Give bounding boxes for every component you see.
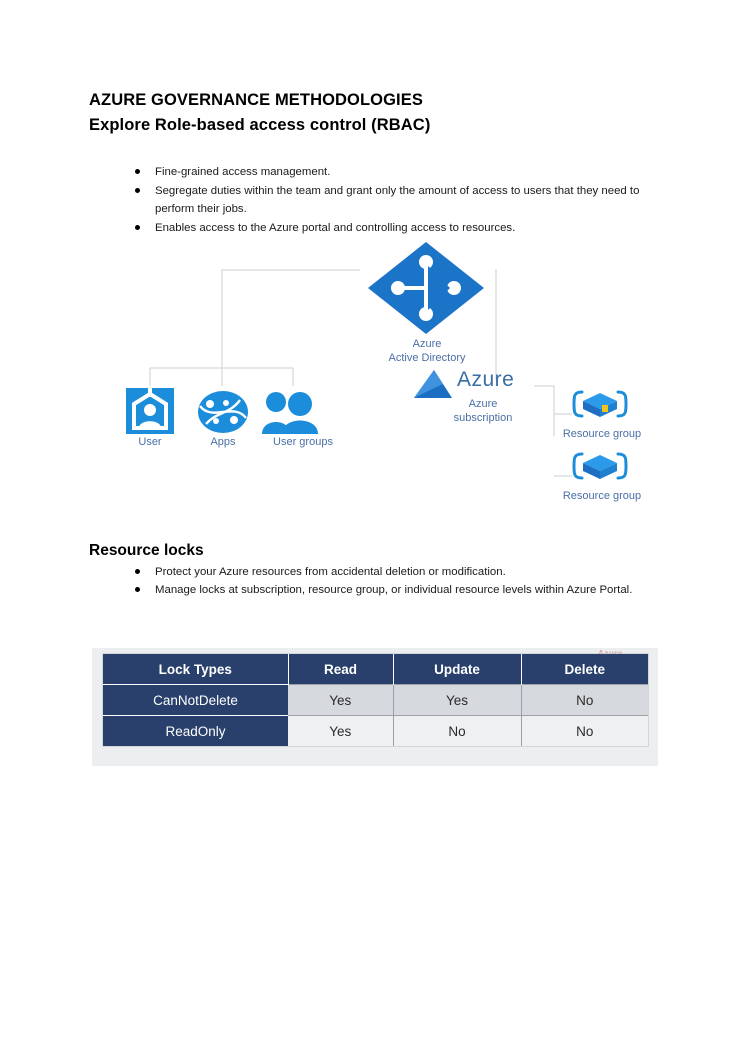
- page-title: [89, 88, 669, 138]
- bullet-dot-icon: [135, 225, 140, 230]
- column-header-update: Update: [393, 654, 521, 685]
- list-item-text: Enables access to the Azure portal and controlling access to resources.: [155, 222, 516, 235]
- user-icon: [126, 388, 174, 434]
- bullet-dot-icon: [135, 587, 140, 592]
- list-item: [125, 163, 655, 181]
- rbac-bullet-list: [125, 163, 655, 238]
- bullet-dot-icon: [135, 188, 140, 193]
- apps-label: Apps: [210, 436, 236, 448]
- lock-types-table: [103, 654, 648, 746]
- user-groups-icon: [262, 392, 318, 434]
- azure-ad-label-line-1: Azure: [412, 338, 442, 350]
- table-row: [103, 716, 648, 747]
- cell-read: Yes: [288, 716, 393, 747]
- column-header-delete: Delete: [521, 654, 648, 685]
- resource-group-2-label: Resource group: [562, 490, 642, 502]
- list-item-text: Manage locks at subscription, resource group, or individual resource levels within Azure Portal.: [155, 584, 633, 597]
- cell-lock-type: CanNotDelete: [103, 685, 288, 716]
- azure-ad-label: [363, 338, 491, 365]
- azure-subscription-label-line-1: Azure: [468, 398, 498, 410]
- azure-subscription-label: [418, 398, 548, 425]
- azure-subscription-label-line-2: subscription: [453, 411, 513, 424]
- lock-types-table-image: [92, 648, 658, 766]
- azure-logo-icon: [414, 370, 452, 398]
- user-label: User: [138, 436, 162, 448]
- cell-lock-type: ReadOnly: [103, 716, 288, 747]
- list-item: [125, 219, 655, 237]
- resource-locks-heading: Resource locks: [89, 542, 204, 559]
- azure-wordmark: Azure: [457, 368, 515, 391]
- user-groups-label: User groups: [273, 436, 333, 448]
- azure-ad-label-line-2: Active Directory: [388, 351, 466, 364]
- list-item: [125, 581, 655, 599]
- bullet-dot-icon: [135, 569, 140, 574]
- resource-group-icon: [574, 454, 626, 479]
- list-item-text: Protect your Azure resources from accidental deletion or modification.: [155, 566, 506, 578]
- list-item: [125, 563, 655, 581]
- page-title-line-1: AZURE GOVERNANCE METHODOLOGIES: [89, 91, 423, 109]
- resource-locks-bullet-list: [125, 563, 655, 600]
- list-item-text: Segregate duties within the team and grant only the amount of access to users that they need to perform their jobs.: [155, 184, 640, 216]
- cell-update: Yes: [393, 685, 521, 716]
- cell-update: No: [393, 716, 521, 747]
- resource-group-icon: [574, 392, 626, 417]
- table-header-row: [103, 654, 648, 685]
- cell-read: Yes: [288, 685, 393, 716]
- column-header-read: Read: [288, 654, 393, 685]
- azure-active-directory-icon: [368, 242, 484, 334]
- bullet-dot-icon: [135, 169, 140, 174]
- cell-delete: No: [521, 716, 648, 747]
- rbac-architecture-diagram: [110, 240, 680, 510]
- list-item-text: Fine-grained access management.: [155, 166, 331, 178]
- column-header-lock-types: Lock Types: [103, 654, 288, 685]
- cell-delete: No: [521, 685, 648, 716]
- list-item: [125, 182, 655, 219]
- apps-globe-icon: [198, 391, 248, 433]
- resource-group-1-label: Resource group: [562, 428, 642, 440]
- page-title-line-2: Explore Role-based access control (RBAC): [89, 116, 431, 134]
- table-row: [103, 685, 648, 716]
